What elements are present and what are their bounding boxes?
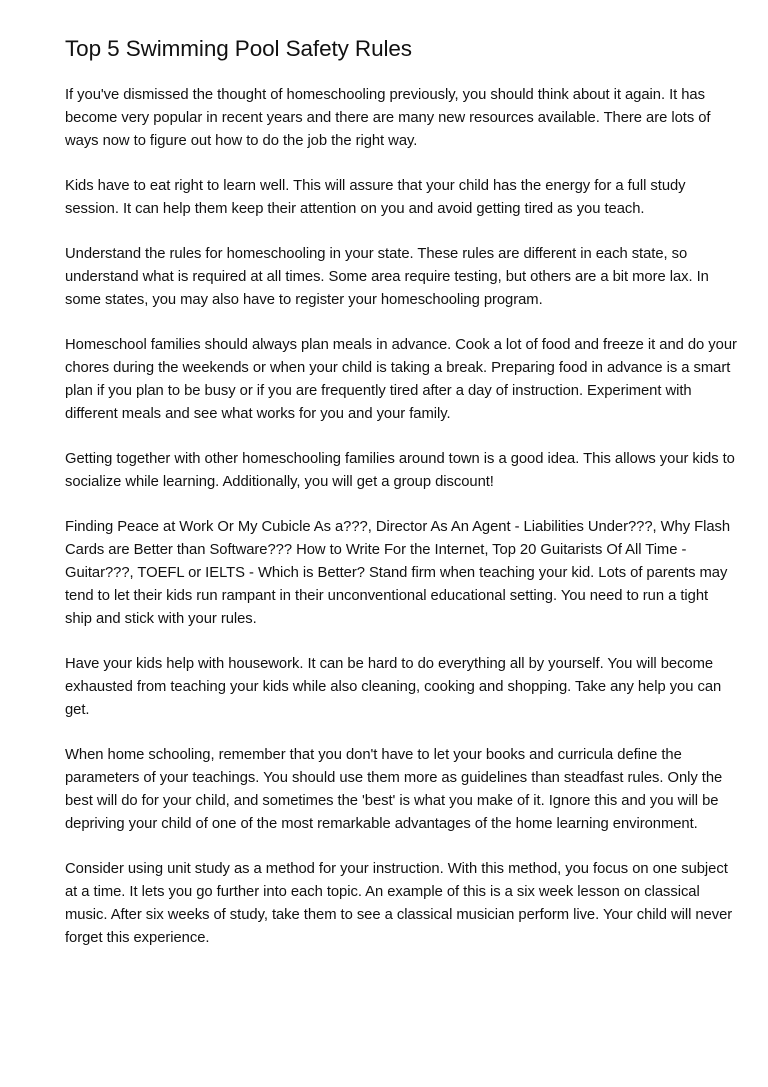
document-page: [65, 34, 737, 972]
paragraph-state-rules: Understand the rules for homeschooling in your state. These rules are different in each state, so understand what is required at all times. Some area require testing, but others are a bit more lax. In some states, you may also have to register your homeschooling program.: [65, 246, 709, 308]
paragraph-stand-firm: Finding Peace at Work Or My Cubicle As a???, Director As An Agent - Liabilities Under???, Why Flash Cards are Better than Software??? How to Write For the Internet, Top 20 Guitarists Of All Time - Guitar???, TOEFL or IELTS - Which is Better? Stand firm when teaching your kid. Lots of parents may tend to let their kids run rampant in their unconventional educational setting. You need to run a tight ship and stick with your rules.: [65, 519, 731, 627]
paragraph-curricula: When home schooling, remember that you don't have to let your books and curricula define the parameters of your teachings. You should use them more as guidelines than steadfast rules. Only the best will do for your child, and sometimes the 'best' is what you make of it. Ignore this and you will be depriving your child of one of the most remarkable advantages of the home learning environment.: [65, 747, 723, 832]
paragraph-group-families: Getting together with other homeschooling families around town is a good idea. This allows your kids to socialize while learning. Additionally, you will get a group discount!: [65, 451, 735, 490]
paragraph-unit-study: Consider using unit study as a method for your instruction. With this method, you focus on one subject at a time. It lets you go further into each topic. An example of this is a six week lesson on classical music. After six weeks of study, take them to see a classical musician perform live. Your child will never forget this experience.: [65, 861, 733, 946]
page-title: Top 5 Swimming Pool Safety Rules: [65, 36, 412, 61]
paragraph-eat-right: Kids have to eat right to learn well. This will assure that your child has the energy for a full study session. It can help them keep their attention on you and avoid getting tired as you teach.: [65, 178, 686, 217]
paragraph-plan-meals: Homeschool families should always plan meals in advance. Cook a lot of food and freeze it and do your chores during the weekends or when your child is taking a break. Preparing food in advance is a smart plan if you plan to be busy or if you are frequently tired after a day of instruction. Experiment with different meals and see what works for you and your family.: [65, 337, 737, 422]
paragraph-housework: Have your kids help with housework. It can be hard to do everything all by yourself. You will become exhausted from teaching your kids while also cleaning, cooking and shopping. Take any help you can get.: [65, 656, 722, 718]
paragraph-intro: If you've dismissed the thought of homeschooling previously, you should think about it again. It has become very popular in recent years and there are many new resources available. There are lots of ways now to figure out how to do the job the right way.: [65, 87, 711, 149]
